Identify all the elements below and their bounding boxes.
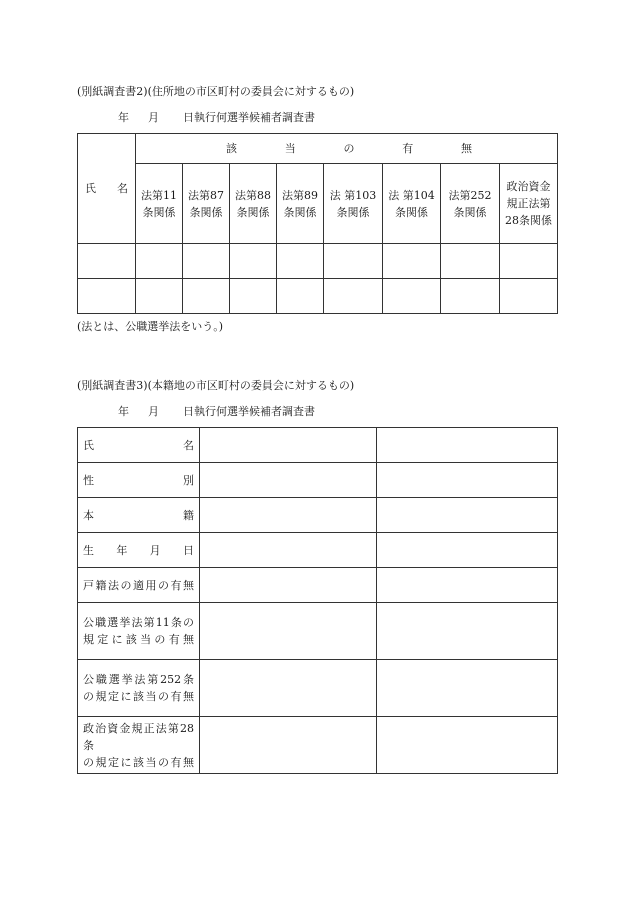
section2-date-month: 月 bbox=[148, 405, 159, 418]
name-header-char-1: 氏 bbox=[85, 182, 96, 195]
applicable-header bbox=[136, 134, 558, 164]
section1-table bbox=[77, 133, 558, 314]
table-cell[interactable] bbox=[277, 244, 324, 279]
section2-table bbox=[77, 427, 558, 774]
table-row bbox=[78, 428, 558, 463]
table-cell[interactable] bbox=[183, 279, 230, 314]
column-header-political-funds: 政治資金 規正法第 28条関係 bbox=[500, 164, 558, 244]
section1-heading: (別紙調査書2)(住所地の市区町村の委員会に対するもの) bbox=[77, 85, 355, 98]
table-cell[interactable] bbox=[78, 244, 136, 279]
table-cell[interactable] bbox=[377, 498, 558, 533]
section2-heading: (別紙調査書3)(本籍地の市区町村の委員会に対するもの) bbox=[77, 379, 355, 392]
table-row bbox=[78, 717, 558, 774]
table-cell[interactable] bbox=[500, 244, 558, 279]
table-row bbox=[78, 533, 558, 568]
table-cell[interactable] bbox=[200, 428, 377, 463]
column-header-art87: 法第87 条関係 bbox=[183, 164, 230, 244]
table-cell[interactable] bbox=[200, 717, 377, 774]
section2-date-year: 年 bbox=[118, 405, 129, 418]
table-cell[interactable] bbox=[441, 279, 500, 314]
table-row bbox=[78, 660, 558, 717]
applicable-header-char: 無 bbox=[461, 142, 472, 155]
table-cell[interactable] bbox=[377, 463, 558, 498]
row-label-art11: 公職選挙法第11条の 規定に該当の有無 bbox=[78, 603, 200, 660]
table-cell[interactable] bbox=[200, 498, 377, 533]
table-cell[interactable] bbox=[377, 428, 558, 463]
table-cell[interactable] bbox=[383, 244, 441, 279]
column-header-art103: 法 第103 条関係 bbox=[324, 164, 383, 244]
table-row bbox=[78, 279, 558, 314]
section1-note: (法とは、公職選挙法をいう。) bbox=[77, 320, 224, 333]
row-label-sex: 性 別 bbox=[78, 463, 200, 498]
table-row bbox=[78, 603, 558, 660]
table-cell[interactable] bbox=[200, 603, 377, 660]
table-cell[interactable] bbox=[377, 533, 558, 568]
section1-date-year: 年 bbox=[118, 111, 129, 124]
row-label-domicile: 本 籍 bbox=[78, 498, 200, 533]
table-cell[interactable] bbox=[377, 568, 558, 603]
section1-date-month: 月 bbox=[148, 111, 159, 124]
table-cell[interactable] bbox=[500, 279, 558, 314]
applicable-header-char: 該 bbox=[226, 142, 237, 155]
table-cell[interactable] bbox=[200, 660, 377, 717]
row-label-name: 氏 名 bbox=[78, 428, 200, 463]
column-header-art88: 法第88 条関係 bbox=[230, 164, 277, 244]
table-cell[interactable] bbox=[324, 244, 383, 279]
table-cell[interactable] bbox=[277, 279, 324, 314]
table-cell[interactable] bbox=[183, 244, 230, 279]
column-header-art11: 法第11 条関係 bbox=[136, 164, 183, 244]
name-header-char-2: 名 bbox=[117, 182, 128, 195]
section1-title: 日執行何選挙候補者調査書 bbox=[183, 111, 315, 124]
applicable-header-char: 有 bbox=[402, 142, 414, 155]
table-cell[interactable] bbox=[200, 533, 377, 568]
table-row bbox=[78, 568, 558, 603]
table-cell[interactable] bbox=[136, 244, 183, 279]
row-label-family-register-law: 戸籍法の適用の有無 bbox=[78, 568, 200, 603]
table-cell[interactable] bbox=[136, 279, 183, 314]
table-row bbox=[78, 244, 558, 279]
table-cell[interactable] bbox=[200, 568, 377, 603]
table-row bbox=[78, 463, 558, 498]
row-label-art252: 公職選挙法第252条 の規定に該当の有無 bbox=[78, 660, 200, 717]
name-header-cell bbox=[78, 134, 136, 244]
applicable-header-char: 当 bbox=[284, 142, 296, 155]
table-cell[interactable] bbox=[383, 279, 441, 314]
table-cell[interactable] bbox=[324, 279, 383, 314]
section2-title: 日執行何選挙候補者調査書 bbox=[183, 405, 315, 418]
row-label-political-funds: 政治資金規正法第28条 の規定に該当の有無 bbox=[78, 717, 200, 774]
column-header-art104: 法 第104 条関係 bbox=[383, 164, 441, 244]
table-cell[interactable] bbox=[200, 463, 377, 498]
table-cell[interactable] bbox=[230, 244, 277, 279]
table-cell[interactable] bbox=[377, 603, 558, 660]
column-header-art89: 法第89 条関係 bbox=[277, 164, 324, 244]
table-cell[interactable] bbox=[377, 717, 558, 774]
row-label-birthdate: 生 年 月 日 bbox=[78, 533, 200, 568]
table-row bbox=[78, 498, 558, 533]
table-cell[interactable] bbox=[78, 279, 136, 314]
applicable-header-char: の bbox=[343, 142, 355, 155]
table-cell[interactable] bbox=[230, 279, 277, 314]
table-cell[interactable] bbox=[377, 660, 558, 717]
table-cell[interactable] bbox=[441, 244, 500, 279]
column-header-art252: 法第252 条関係 bbox=[441, 164, 500, 244]
